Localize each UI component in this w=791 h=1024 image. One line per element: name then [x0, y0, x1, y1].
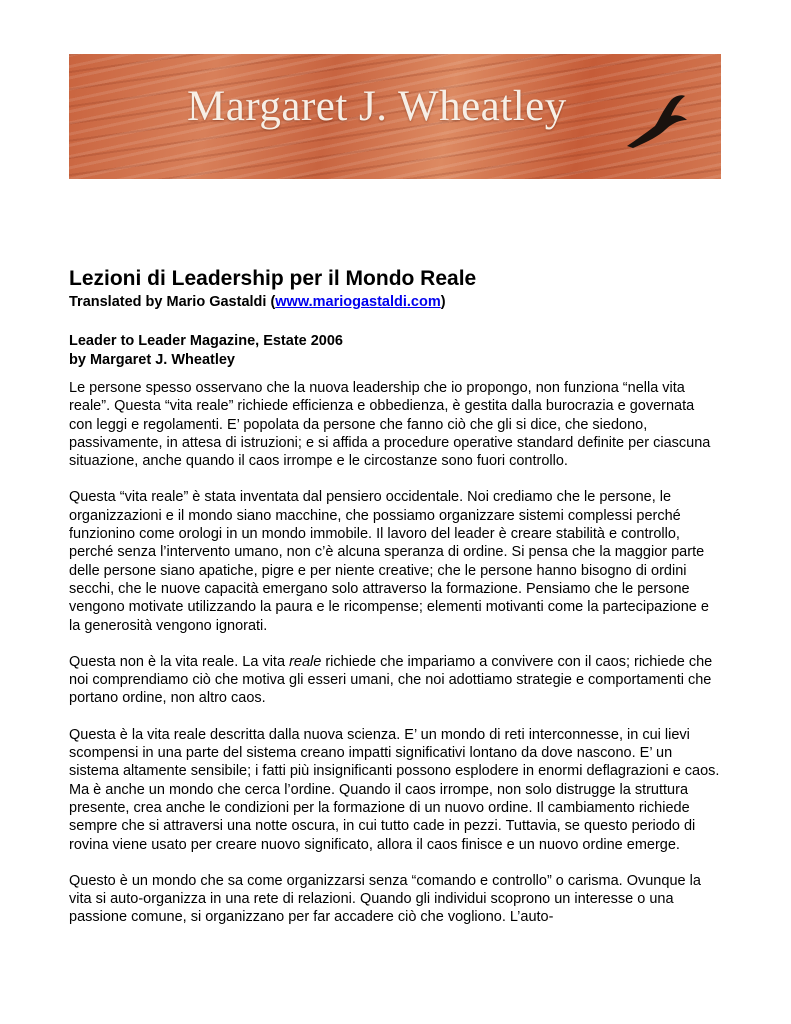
paragraph-1: Le persone spesso osservano che la nuova leadership che io propongo, non funziona “nella vita reale”. Questa “vita reale” richiede efficienza e obbedienza, è gestita dalla burocrazia e governata con leggi e regolamenti. E’ popolata da persone che fanno ciò che gli si dice, che siedono, passivamente, in attesa di istruzioni; e si affida a procedure operative standard definite per ciascuna situazione, anche quando il caos irrompe e le circostanze sono fuori controllo.	[69, 380, 711, 470]
header-banner	[69, 54, 721, 179]
banner-title: Margaret J. Wheatley	[187, 83, 567, 130]
translator-website-link[interactable]: www.mariogastaldi.com	[275, 294, 441, 310]
paragraph-3-start: Questa non è la vita reale. La vita	[69, 653, 290, 670]
source-block	[69, 332, 721, 370]
paragraph-4: Questa è la vita reale descritta dalla nuova scienza. E’ un mondo di reti interconnesse, in cui lievi scompensi in una parte del sistema creano impatti significativi lontano da dove nascono. E’ un sistema altamente sensibile; i fatti più insignificanti possono esplodere in enormi deflagrazioni e caos. Ma è anche un mondo che cerca l’ordine. Quando il caos irrompe, non solo distrugge la struttura presente, crea anche le condizioni per la formazione di un nuovo ordine. Il cambiamento richiede sempre che si attraversi una notte oscura, in cui tutto cade in pezzi. Tuttavia, se questo periodo di rovina viene usato per creare nuovo significato, allora il caos finisce e un nuovo ordine emerge.	[69, 726, 720, 853]
article	[69, 265, 721, 927]
paragraph-5: Questo è un mondo che sa come organizzarsi senza “comando e controllo” o carisma. Ovunque la vita si auto-organizza in una rete di relazioni. Quando gli individui scoprono un interesse o una passione comune, si organizzano per far accadere ciò che vogliono. L’auto-	[69, 872, 701, 926]
paragraph-2: Questa “vita reale” è stata inventata dal pensiero occidentale. Noi crediamo che le persone, le organizzazioni e il mondo siano macchine, che possiamo organizzare sistemi complessi perché funzionino come orologi in un mondo immobile. Il lavoro del leader è creare stabilità e controllo, perché senza l’intervento umano, non c’è alcuna speranza di ordine. Si pensa che la maggior parte delle persone siano apatiche, pigre e per niente creative; che le persone hanno bisogno di ordini secchi, che le nuove capacità emergano solo attraverso la formazione. Pensiamo che le persone vengono motivate utilizzando la paura e le ricompense; elementi motivanti come la partecipazione e la generosità vengono ignorati.	[69, 489, 709, 634]
translator-prefix: Translated by Mario Gastaldi (	[69, 294, 276, 310]
source-line: Leader to Leader Magazine, Estate 2006	[69, 333, 343, 349]
article-title: Lezioni di Leadership per il Mondo Reale	[69, 267, 477, 290]
translator-suffix: )	[440, 294, 446, 310]
paragraph-3-emphasis: reale	[289, 653, 322, 670]
paragraph-3-end: richiede che impariamo a convivere con il caos; richiede che noi comprendiamo ciò che motiva gli esseri umani, che noi adottiamo strategie e comportamenti che portano ordine, non altro caos.	[69, 653, 713, 707]
translator-line	[69, 293, 721, 312]
paragraph-3	[69, 653, 721, 708]
author-line: by Margaret J. Wheatley	[69, 352, 235, 368]
bird-silhouette-icon	[625, 90, 691, 154]
